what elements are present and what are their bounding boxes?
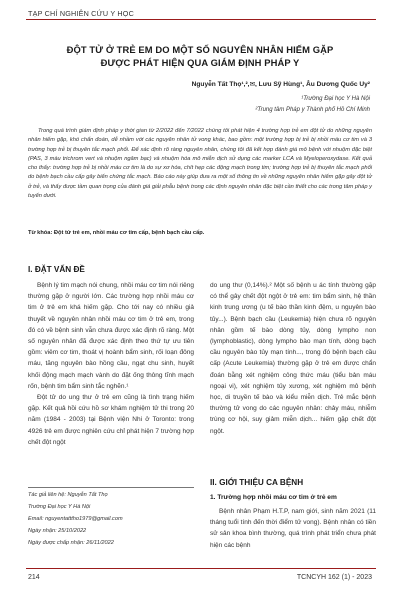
footnote-divider <box>28 487 194 488</box>
abstract-text: Trong quá trình giám định pháp y thời gian từ 2/2022 đến 7/2022 chúng tôi phát hiện 4 trường hợp trẻ em đột tử do những nguyên nhân hiếm gặp, khó chẩn đoán, dễ nhầm với các nguyên nhân tử vong khác, bao gồm: một trường hợp bị trẻ bị nhồi máu cơ tim và 3 trường hợp trẻ bị thuyên tắc mạch phổi. Để xác định rõ ràng nguyên nhân, chúng tôi đã kết hợp đánh giá mô bệnh với nhuộm đặc biệt (PAS, 3 màu trichrom vert và nhuộm ngâm bạc) và nhuộm hóa mô miễn dịch sử dụng các marker LCA và Myeloperoxydase. Kết quả cho thấy: trường hợp trẻ bị nhồi máu cơ tim là do sự xơ hóa, chít hẹp các động mạch trong tim; trường hợp trẻ bị thuyên tắc mạch phổi do bệnh bạch cầu cấp gây biến chứng tắc mạch. Báo cáo này giúp đưa ra một số thông tin về những nguyên nhân hiếm gặp gây đột tử ở trẻ, và thấy được tầm quan trọng của đánh giá giải phẫu bệnh trong các định nguyên nhân đặc biệt cần thiết cho các trong tâm pháp y tuyến dưới. <box>28 128 372 200</box>
affiliation-2: ²Trung tâm Pháp y Thành phố Hồ Chí Minh <box>255 107 370 113</box>
keywords: Từ khóa: Đột tử trẻ em, nhồi máu cơ tim cấp, bệnh bạch cầu cấp. <box>28 230 205 236</box>
intro-paragraph-1: Bệnh lý tim mạch nói chung, nhồi máu cơ tim nói riêng thường gặp ở người lớn. Các trường hợp nhồi máu cơ tim ở trẻ em khá hiếm gặp. Cho tới nay có nhiều giả thuyết về nguyên nhân nhồi máu cơ tim ở trẻ em, trong đó có về bệnh sinh vẫn chưa được xác định rõ ràng. Một số nguyên nhân đã được xác định theo thứ tự ưu tiên gồm: viêm cơ tim, thoát vị hoành bẩm sinh, rối loạn đông máu, tăng nguyên bào hồng cầu, ngạt chu sinh, huyết khối động mạch mạch vành do đặt ống thông tĩnh mạch rốn, bệnh tim bẩm sinh tắc nghẽn.¹ <box>28 282 194 390</box>
affiliation-1: ¹Trường Đại học Y Hà Nội <box>301 96 370 102</box>
journal-label: TẠP CHÍ NGHIÊN CỨU Y HỌC <box>28 9 134 18</box>
footer-divider <box>26 568 376 569</box>
footnote-accepted-date: Ngày được chấp nhận: 26/11/2022 <box>28 540 114 546</box>
intro-body <box>28 280 194 448</box>
intro-continuation-paragraph: do ung thư (0,14%).² Một số bệnh u ác tính thường gặp có thể gây chết đột ngột ở trẻ em: tim bẩm sinh, hệ thần kinh trung ương (u tế bào thần kinh đệm, u nguyên bào tủy...). Bệnh bạch cầu (Leukemia) hiện chưa rõ nguyên nhân gồm tế bào dòng tủy, dòng lympho non (lymphoblastic), dòng lympho bào mạn tính, dòng bạch cầu nguyên bào tủy mạn tính..., trong đó bệnh bạch cầu cấp (Acute Leukemia) thường gặp ở trẻ em được chẩn đoán bằng xét nghiệm công thức máu (tiểu bản máu ngoại vi), xét nghiệm tủy xương, xét nghiệm mô bệnh học, di truyền tế bào và kiểu miễn dịch. Trẻ mắc bệnh thường tử vong do các nguyên nhân: chảy máu, nhiễm trùng cơ hội, suy giảm miễn dịch... hiếm gặp chết đột ngột. <box>210 282 376 435</box>
footnote-email: Email: nguyentatttho1979@gmail.com <box>28 516 123 522</box>
subsection-heading-mi-case: 1. Trường hợp nhồi máu cơ tim ở trẻ em <box>210 494 337 501</box>
header-divider <box>26 19 376 20</box>
footnote-corresponding-author: Tác giả liên hệ: Nguyễn Tất Thọ <box>28 492 108 498</box>
author-list: Nguyễn Tất Thọ¹,²,✉, Lưu Sỹ Hùng¹, Âu Dương Quốc Uy² <box>191 81 370 88</box>
article-title-line-2: ĐƯỢC PHÁT HIỆN QUA GIÁM ĐỊNH PHÁP Y <box>100 57 300 68</box>
footnote-received-date: Ngày nhận: 25/10/2022 <box>28 528 87 534</box>
section-heading-case: II. GIỚI THIỆU CA BỆNH <box>210 478 304 487</box>
abstract <box>28 127 372 201</box>
article-title-line-1: ĐỘT TỬ Ở TRẺ EM DO MỘT SỐ NGUYÊN NHÂN HIẾM GẶP <box>66 44 334 55</box>
footnote-institution: Trường Đại học Y Hà Nội <box>28 504 91 510</box>
journal-footer: TCNCYH 162 (1) - 2023 <box>296 574 372 581</box>
right-column-body <box>210 280 376 437</box>
case-body <box>210 506 376 551</box>
case-paragraph-1: Bệnh nhân Phạm H.T.P, nam giới, sinh năm 2021 (11 tháng tuổi tính đến thời điểm tử vong). Bệnh nhân có tiền sử sản khoa bình thường, quá trình phát triển chưa phát hiện các bệnh <box>210 508 376 549</box>
page-number: 214 <box>28 574 40 581</box>
section-heading-introduction: I. ĐẶT VẤN ĐỀ <box>28 265 85 274</box>
intro-paragraph-2: Đột tử do ung thư ở trẻ em cũng là tình trạng hiếm gặp. Kết quả hồi cứu hồ sơ khám nghiệm tử thi trong 20 năm (1984 - 2003) tại Bệnh viện Nhi ở Toronto: trong 4926 trẻ em được nghiên cứu chỉ phát hiện 7 trường hợp chết đột ngột <box>28 394 194 446</box>
